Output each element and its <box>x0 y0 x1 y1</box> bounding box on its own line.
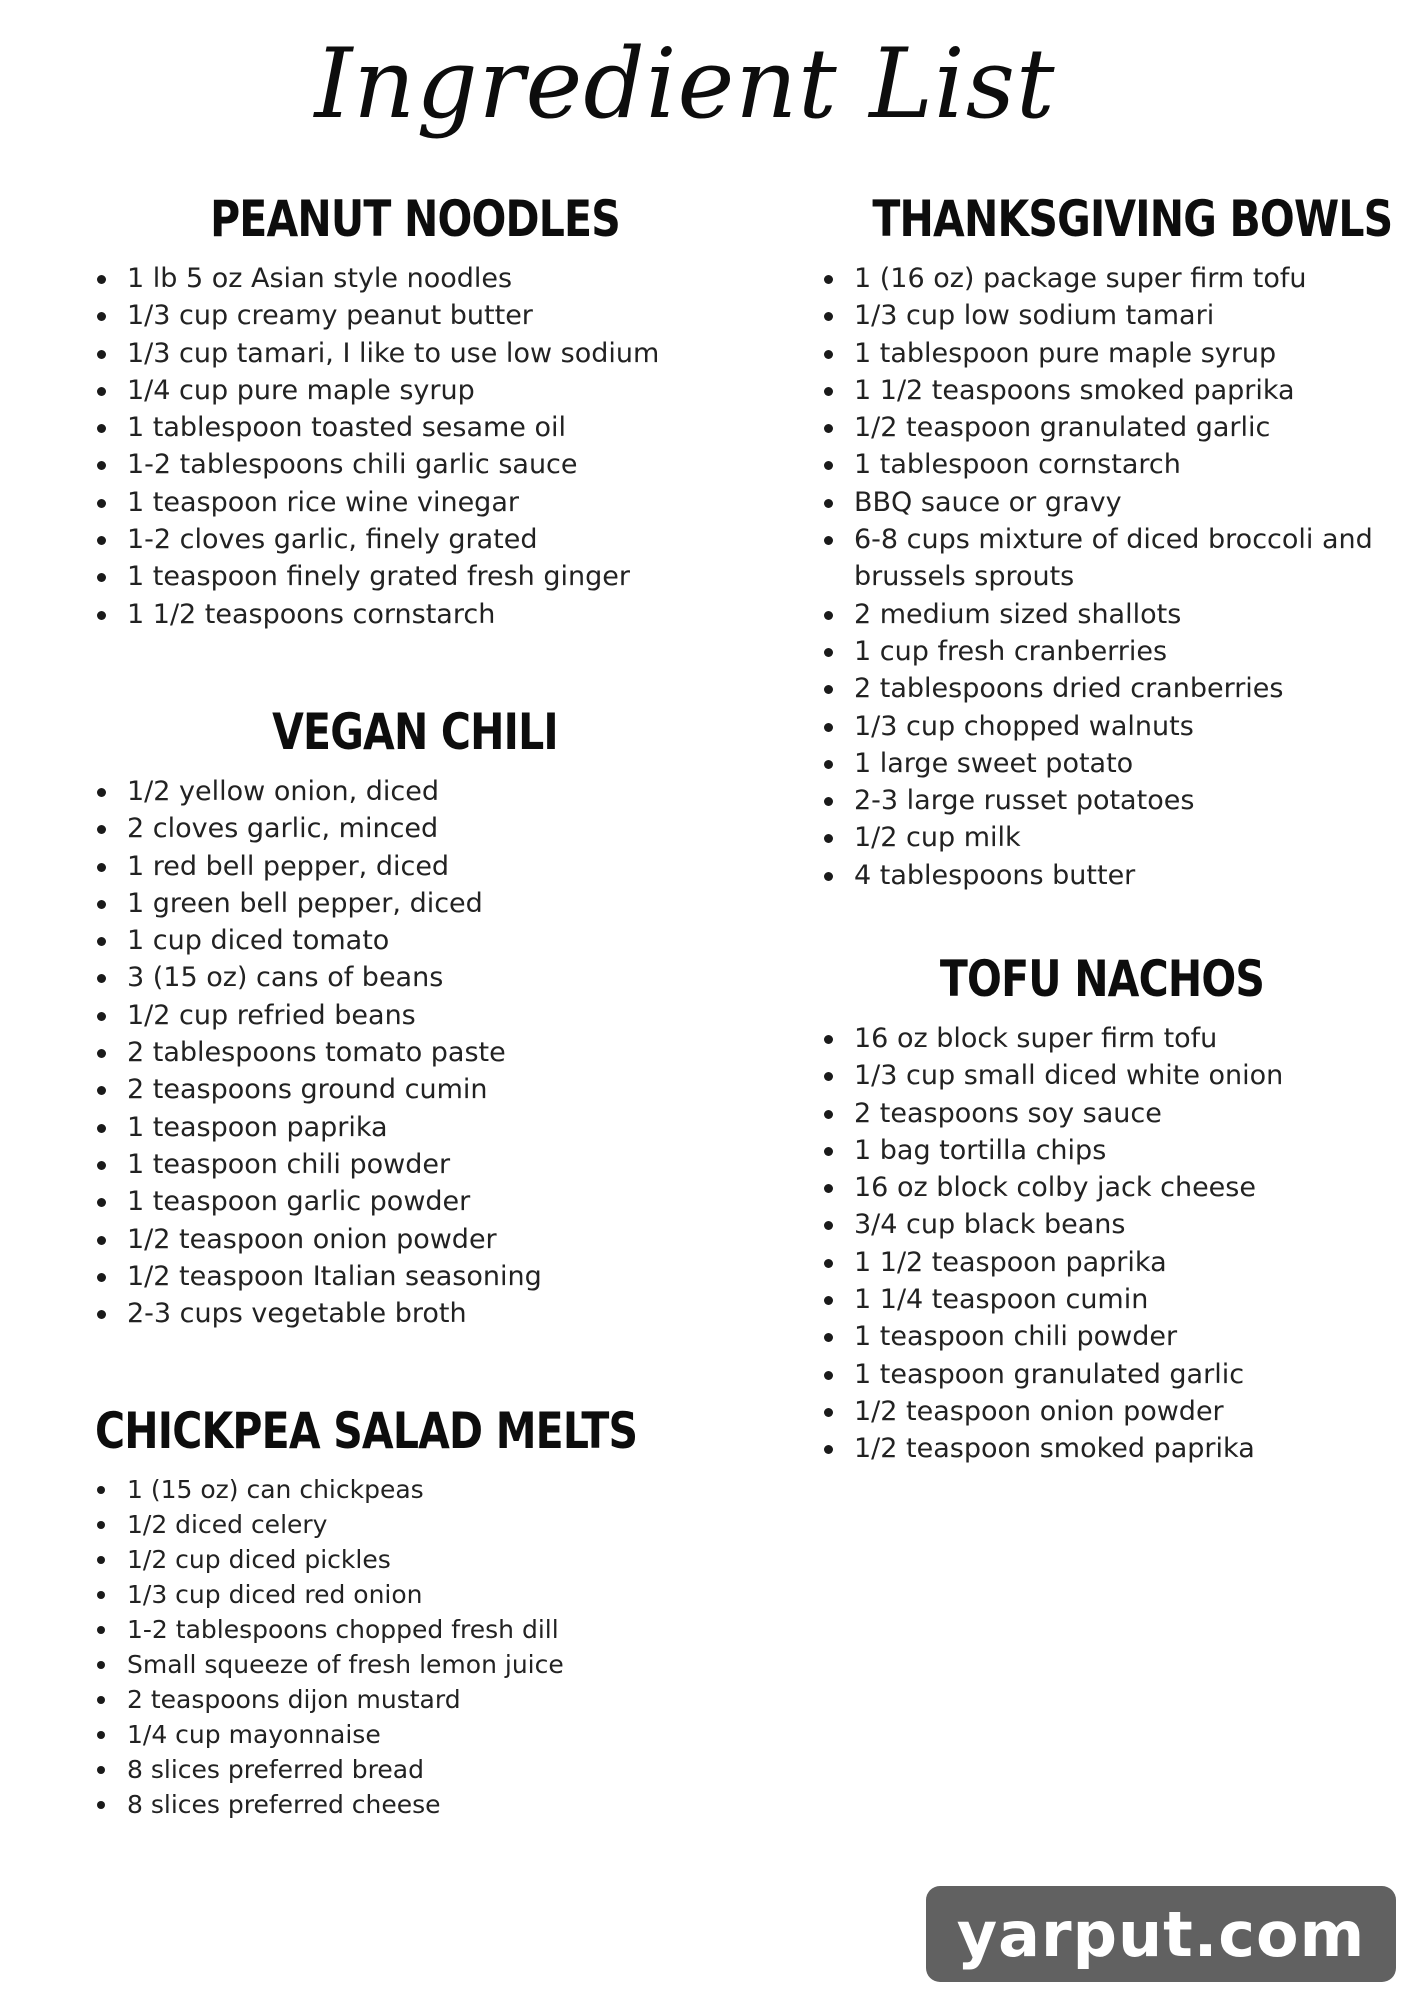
ingredient-text: 1 green bell pepper, diced <box>127 887 483 919</box>
bullet-icon <box>97 536 106 545</box>
list-item <box>95 1183 735 1220</box>
bullet-icon <box>97 1012 106 1021</box>
ingredient-list <box>95 1472 735 1822</box>
ingredient-text: 8 slices preferred cheese <box>127 1790 441 1819</box>
list-item <box>95 297 735 334</box>
ingredient-text: 1 lb 5 oz Asian style noodles <box>127 263 513 294</box>
ingredient-text: 1 large sweet potato <box>854 747 1134 779</box>
list-item <box>95 1682 735 1717</box>
bullet-icon <box>97 1556 105 1564</box>
list-item <box>822 1356 1382 1393</box>
ingredient-text: 1 teaspoon rice wine vinegar <box>127 486 519 518</box>
list-item <box>822 708 1382 745</box>
section-peanut-noodles <box>95 190 735 633</box>
ingredient-text: 1 teaspoon granulated garlic <box>854 1358 1245 1390</box>
ingredient-text: 1 1/2 teaspoons cornstarch <box>127 598 496 630</box>
bullet-icon <box>97 1049 106 1058</box>
section-heading: PEANUT NOODLES <box>210 190 620 248</box>
bullet-icon <box>824 1072 833 1081</box>
ingredient-text: 1 red bell pepper, diced <box>127 850 450 882</box>
list-item <box>95 1787 735 1822</box>
ingredient-text: 1/2 teaspoon onion powder <box>127 1223 497 1255</box>
list-item <box>822 1244 1382 1281</box>
ingredient-text: 1 (16 oz) package super firm tofu <box>854 263 1307 294</box>
list-item <box>822 1318 1382 1355</box>
ingredient-text: 1 bag tortilla chips <box>854 1134 1107 1166</box>
bullet-icon <box>824 723 833 732</box>
ingredient-text: 3/4 cup black beans <box>854 1209 1126 1241</box>
bullet-icon <box>97 1696 105 1704</box>
list-item <box>822 484 1382 521</box>
list-item <box>95 372 735 409</box>
bullet-icon <box>824 1333 833 1342</box>
list-item <box>95 810 735 847</box>
bullet-icon <box>97 312 106 321</box>
bullet-icon <box>824 350 833 359</box>
ingredient-text: 3 (15 oz) cans of beans <box>127 962 444 994</box>
section-chickpea-salad-melts <box>95 1402 735 1822</box>
list-item <box>95 1577 735 1612</box>
list-item <box>95 1542 735 1577</box>
bullet-icon <box>97 387 106 396</box>
list-item <box>822 782 1382 819</box>
bullet-icon <box>97 937 106 946</box>
ingredient-text: 2-3 cups vegetable broth <box>127 1298 467 1330</box>
bullet-icon <box>824 1110 833 1119</box>
ingredient-text: 1/3 cup creamy peanut butter <box>127 300 533 332</box>
list-item <box>95 521 735 558</box>
bullet-icon <box>824 611 833 620</box>
list-item <box>822 633 1382 670</box>
bullet-icon <box>97 825 106 834</box>
list-item <box>822 819 1382 856</box>
ingredient-text: 2 teaspoons dijon mustard <box>127 1685 461 1714</box>
watermark: yarput.com <box>926 1886 1396 1982</box>
list-item <box>822 372 1382 409</box>
list-item <box>95 885 735 922</box>
ingredient-text: BBQ sauce or gravy <box>854 486 1122 518</box>
bullet-icon <box>824 648 833 657</box>
ingredient-text: 1-2 cloves garlic, finely grated <box>127 524 538 556</box>
bullet-icon <box>97 573 106 582</box>
ingredient-text: 1 tablespoon toasted sesame oil <box>127 412 567 444</box>
section-heading: CHICKPEA SALAD MELTS <box>95 1402 638 1460</box>
ingredient-text: 1 (15 oz) can chickpeas <box>127 1475 424 1504</box>
bullet-icon <box>824 1221 833 1230</box>
bullet-icon <box>824 797 833 806</box>
list-item <box>95 446 735 483</box>
bullet-icon <box>824 1408 833 1417</box>
ingredient-text: 1/2 teaspoon onion powder <box>854 1395 1224 1427</box>
list-item <box>95 773 735 810</box>
bullet-icon <box>824 499 833 508</box>
bullet-icon <box>97 1731 105 1739</box>
ingredient-text: 1 1/2 teaspoons smoked paprika <box>854 374 1295 406</box>
ingredient-text: 1/4 cup pure maple syrup <box>127 374 475 406</box>
ingredient-text: 1 cup fresh cranberries <box>854 635 1168 667</box>
list-item <box>822 260 1382 297</box>
bullet-icon <box>97 1198 106 1207</box>
ingredient-text: 1 teaspoon garlic powder <box>127 1186 471 1218</box>
list-item <box>822 446 1382 483</box>
ingredient-text: 16 oz block super firm tofu <box>854 1023 1218 1054</box>
bullet-icon <box>97 461 106 470</box>
ingredient-list <box>822 260 1382 894</box>
list-item <box>822 1020 1382 1057</box>
list-item <box>822 1095 1382 1132</box>
section-heading: VEGAN CHILI <box>272 703 558 761</box>
bullet-icon <box>97 1626 105 1634</box>
list-item <box>95 409 735 446</box>
bullet-icon <box>824 1147 833 1156</box>
bullet-icon <box>824 760 833 769</box>
list-item <box>95 1647 735 1682</box>
list-item <box>822 521 1382 596</box>
bullet-icon <box>97 788 106 797</box>
bullet-icon <box>97 1161 106 1170</box>
ingredient-text: 1 teaspoon finely grated fresh ginger <box>127 561 630 593</box>
ingredient-text: 2-3 large russet potatoes <box>854 785 1195 817</box>
bullet-icon <box>97 424 106 433</box>
section-heading: TOFU NACHOS <box>939 950 1265 1008</box>
list-item <box>95 1295 735 1332</box>
bullet-icon <box>824 1259 833 1268</box>
bullet-icon <box>824 1445 833 1454</box>
bullet-icon <box>97 863 106 872</box>
bullet-icon <box>97 1124 106 1133</box>
list-item <box>95 1221 735 1258</box>
list-item <box>95 558 735 595</box>
list-item <box>822 409 1382 446</box>
bullet-icon <box>97 611 106 620</box>
ingredient-text: 1 tablespoon cornstarch <box>854 449 1181 481</box>
list-item <box>95 922 735 959</box>
page-title: Ingredient List <box>314 28 1056 140</box>
list-item <box>95 1258 735 1295</box>
bullet-icon <box>824 1184 833 1193</box>
list-item <box>822 1057 1382 1094</box>
ingredient-text: 1/2 teaspoon granulated garlic <box>854 412 1271 444</box>
bullet-icon <box>97 350 106 359</box>
list-item <box>95 848 735 885</box>
list-item <box>822 1132 1382 1169</box>
ingredient-text: 2 tablespoons dried cranberries <box>854 673 1284 705</box>
list-item <box>95 1612 735 1647</box>
ingredient-text: 1 1/2 teaspoon paprika <box>854 1246 1167 1278</box>
bullet-icon <box>97 1591 105 1599</box>
bullet-icon <box>97 1766 105 1774</box>
list-item <box>822 1393 1382 1430</box>
list-item <box>95 484 735 521</box>
bullet-icon <box>824 1296 833 1305</box>
list-item <box>822 670 1382 707</box>
ingredient-text: 1/3 cup diced red onion <box>127 1580 423 1609</box>
list-item <box>822 335 1382 372</box>
bullet-icon <box>824 424 833 433</box>
list-item <box>95 1146 735 1183</box>
bullet-icon <box>824 387 833 396</box>
ingredient-text: 2 cloves garlic, minced <box>127 813 439 845</box>
list-item <box>95 1109 735 1146</box>
bullet-icon <box>97 275 106 284</box>
list-item <box>822 297 1382 334</box>
list-item <box>95 959 735 996</box>
ingredient-text: 4 tablespoons butter <box>854 859 1136 891</box>
ingredient-text: 1 1/4 teaspoon cumin <box>854 1284 1149 1316</box>
bullet-icon <box>824 834 833 843</box>
list-item <box>95 1717 735 1752</box>
list-item <box>95 1752 735 1787</box>
ingredient-text: 1/2 cup diced pickles <box>127 1545 391 1574</box>
bullet-icon <box>824 1371 833 1380</box>
list-item <box>822 596 1382 633</box>
ingredient-text: 1/3 cup low sodium tamari <box>854 300 1215 332</box>
list-item <box>95 596 735 633</box>
section-tofu-nachos <box>822 950 1382 1468</box>
ingredient-text: 1 teaspoon paprika <box>127 1111 388 1143</box>
list-item <box>95 1034 735 1071</box>
ingredient-text: 1/2 teaspoon Italian seasoning <box>127 1260 542 1292</box>
bullet-icon <box>824 872 833 881</box>
bullet-icon <box>97 900 106 909</box>
ingredient-list <box>95 773 735 1332</box>
bullet-icon <box>97 1086 106 1095</box>
ingredient-text: 1/4 cup mayonnaise <box>127 1720 381 1749</box>
bullet-icon <box>824 275 833 284</box>
section-thanksgiving-bowls <box>822 190 1393 894</box>
list-item <box>95 260 735 297</box>
ingredient-text: 1/3 cup tamari, I like to use low sodium <box>127 337 660 369</box>
ingredient-text: 1 teaspoon chili powder <box>854 1321 1178 1353</box>
bullet-icon <box>97 1801 105 1809</box>
ingredient-text: 1/2 yellow onion, diced <box>127 776 439 807</box>
ingredient-text: 16 oz block colby jack cheese <box>854 1172 1256 1204</box>
list-item <box>95 1071 735 1108</box>
ingredient-text: 1-2 tablespoons chili garlic sauce <box>127 449 578 481</box>
ingredient-text: 1-2 tablespoons chopped fresh dill <box>127 1615 559 1644</box>
list-item <box>822 745 1382 782</box>
bullet-icon <box>97 1236 106 1245</box>
ingredient-list <box>822 1020 1382 1468</box>
bullet-icon <box>824 461 833 470</box>
ingredient-text: 1/2 diced celery <box>127 1510 328 1539</box>
ingredient-text: 1 tablespoon pure maple syrup <box>854 337 1277 369</box>
bullet-icon <box>97 974 106 983</box>
list-item <box>822 1430 1382 1467</box>
bullet-icon <box>97 1521 105 1529</box>
bullet-icon <box>824 312 833 321</box>
ingredient-text: 1/2 teaspoon smoked paprika <box>854 1433 1255 1465</box>
list-item <box>95 997 735 1034</box>
list-item <box>822 857 1382 894</box>
ingredient-text: 1/2 cup refried beans <box>127 999 416 1031</box>
bullet-icon <box>97 499 106 508</box>
list-item <box>95 335 735 372</box>
ingredient-text: 1 teaspoon chili powder <box>127 1148 451 1180</box>
list-item <box>822 1281 1382 1318</box>
bullet-icon <box>97 1486 105 1494</box>
list-item <box>95 1507 735 1542</box>
ingredient-text: 6-8 cups mixture of diced broccoli and brussels sprouts <box>854 524 1373 593</box>
bullet-icon <box>824 1035 833 1044</box>
bullet-icon <box>97 1310 106 1319</box>
ingredient-text: 2 teaspoons ground cumin <box>127 1074 488 1106</box>
ingredient-text: 1/3 cup small diced white onion <box>854 1060 1284 1092</box>
bullet-icon <box>97 1661 105 1669</box>
list-item <box>822 1169 1382 1206</box>
bullet-icon <box>824 685 833 694</box>
ingredient-text: 2 medium sized shallots <box>854 598 1182 630</box>
section-vegan-chili <box>95 703 735 1332</box>
ingredient-list <box>95 260 735 633</box>
bullet-icon <box>824 536 833 545</box>
ingredient-text: 1/3 cup chopped walnuts <box>854 710 1194 742</box>
ingredient-text: 1 cup diced tomato <box>127 925 390 957</box>
section-heading: THANKSGIVING BOWLS <box>872 190 1393 248</box>
ingredient-text: 8 slices preferred bread <box>127 1755 424 1784</box>
bullet-icon <box>97 1273 106 1282</box>
ingredient-text: Small squeeze of fresh lemon juice <box>127 1650 564 1679</box>
ingredient-text: 2 teaspoons soy sauce <box>854 1097 1162 1129</box>
list-item <box>822 1206 1382 1243</box>
list-item <box>95 1472 735 1507</box>
ingredient-text: 2 tablespoons tomato paste <box>127 1037 506 1069</box>
ingredient-text: 1/2 cup milk <box>854 822 1021 854</box>
